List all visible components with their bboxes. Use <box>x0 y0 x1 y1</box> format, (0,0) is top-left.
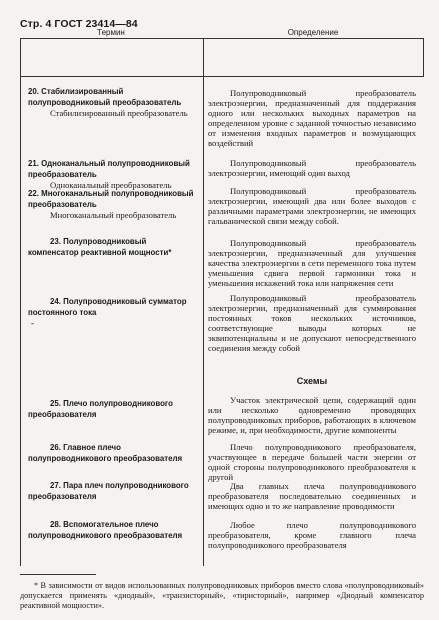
term-title: 27. Пара плеч полупроводникового преобразователя <box>28 481 189 501</box>
column-header-definition: Определение <box>287 28 339 37</box>
term-entry <box>28 480 196 502</box>
term-title: 25. Плечо полупроводникового преобразователя <box>28 399 173 419</box>
term-title: 22. Многоканальный полупроводниковый преобразователь <box>28 189 194 209</box>
column-header-term: Термин <box>97 28 125 37</box>
term-entry <box>28 296 196 318</box>
term-definition: Полупроводниковый преобразователь электроэнергии, предназначенный для улучшения качества электроэнергии в сети переменного тока путем уменьшения сдвига первой гармоники тока и уменьшения искажений тока или напряжения сети <box>208 238 416 288</box>
term-synonym: Стабилизированный преобразователь <box>50 108 188 118</box>
term-definition: Полупроводниковый преобразователь электроэнергии, имеющий один выход <box>208 158 416 178</box>
column-divider <box>203 39 204 566</box>
term-definition: Полупроводниковый преобразователь электроэнергии, предназначенный для суммирования постоянных токов нескольких источников, соответствующие выводы которых не эквипотенциальны и не допускают непосредственного соединения между собой <box>208 293 416 353</box>
term-entry <box>28 442 196 464</box>
term-entry <box>28 519 196 541</box>
term-title: 23. Полупроводниковый компенсатор реактивной мощности* <box>28 237 172 257</box>
page-header: Стр. 4 ГОСТ 23414—84 <box>20 18 138 30</box>
term-definition: Любое плечо полупроводникового преобразователя, кроме главного плеча полупроводникового преобразователя <box>208 520 416 550</box>
margin-mark: - <box>31 318 34 328</box>
right-border <box>423 39 424 76</box>
term-entry <box>28 398 196 420</box>
header-rule <box>21 76 424 77</box>
term-entry <box>28 158 196 190</box>
term-synonym: Одноканальный преобразователь <box>50 180 172 190</box>
term-entry <box>28 188 196 220</box>
term-definition: Полупроводниковый преобразователь электроэнергии, имеющий два или более выходов с различными параметрами электроэнергии, не имеющих гальванической связи между собой. <box>208 186 416 226</box>
term-definition: Полупроводниковый преобразователь электроэнергии, предназначенный для поддержания одного или нескольких выходных параметров на определенном уровне с заданной точностью независимо от изменения входных параметров и возмущающих воздействий <box>208 88 416 148</box>
footnote-rule <box>20 574 96 575</box>
term-title: 26. Главное плечо полупроводникового преобразователя <box>28 443 183 463</box>
term-title: 20. Стабилизированный полупроводниковый преобразователь <box>28 87 182 107</box>
term-definition: Плечо полупроводникового преобразователя, участвующее в передаче большей части энергии от одной стороны полупроводникового преобразователя к другой <box>208 442 416 482</box>
term-title: 28. Вспомогательное плечо полупроводникового преобразователя <box>28 520 183 540</box>
term-title: 24. Полупроводниковый сумматор постоянного тока <box>28 297 187 317</box>
term-entry <box>28 86 196 118</box>
term-title: 21. Одноканальный полупроводниковый преобразователь <box>28 159 190 179</box>
footnote: * В зависимости от видов использованных полупроводниковых приборов вместо слова «полупроводниковый» допускается применять «диодный», «транзисторный», «тиристорный», например «Диодный компенсатор реактивной мощности». <box>20 581 424 610</box>
term-entry <box>28 236 196 258</box>
term-synonym: Многоканальный преобразователь <box>50 210 177 220</box>
term-definition: Два главных плеча полупроводникового преобразователя последовательно соединенных и имеющих одно и то же направление проводимости <box>208 481 416 511</box>
section-heading: Схемы <box>296 376 328 386</box>
term-definition: Участок электрической цепи, содержащий один или несколько одновременно проводящих полупроводниковых приборов, работающих в ключевом режиме, и, при необходимости, другие компоненты <box>208 395 416 435</box>
